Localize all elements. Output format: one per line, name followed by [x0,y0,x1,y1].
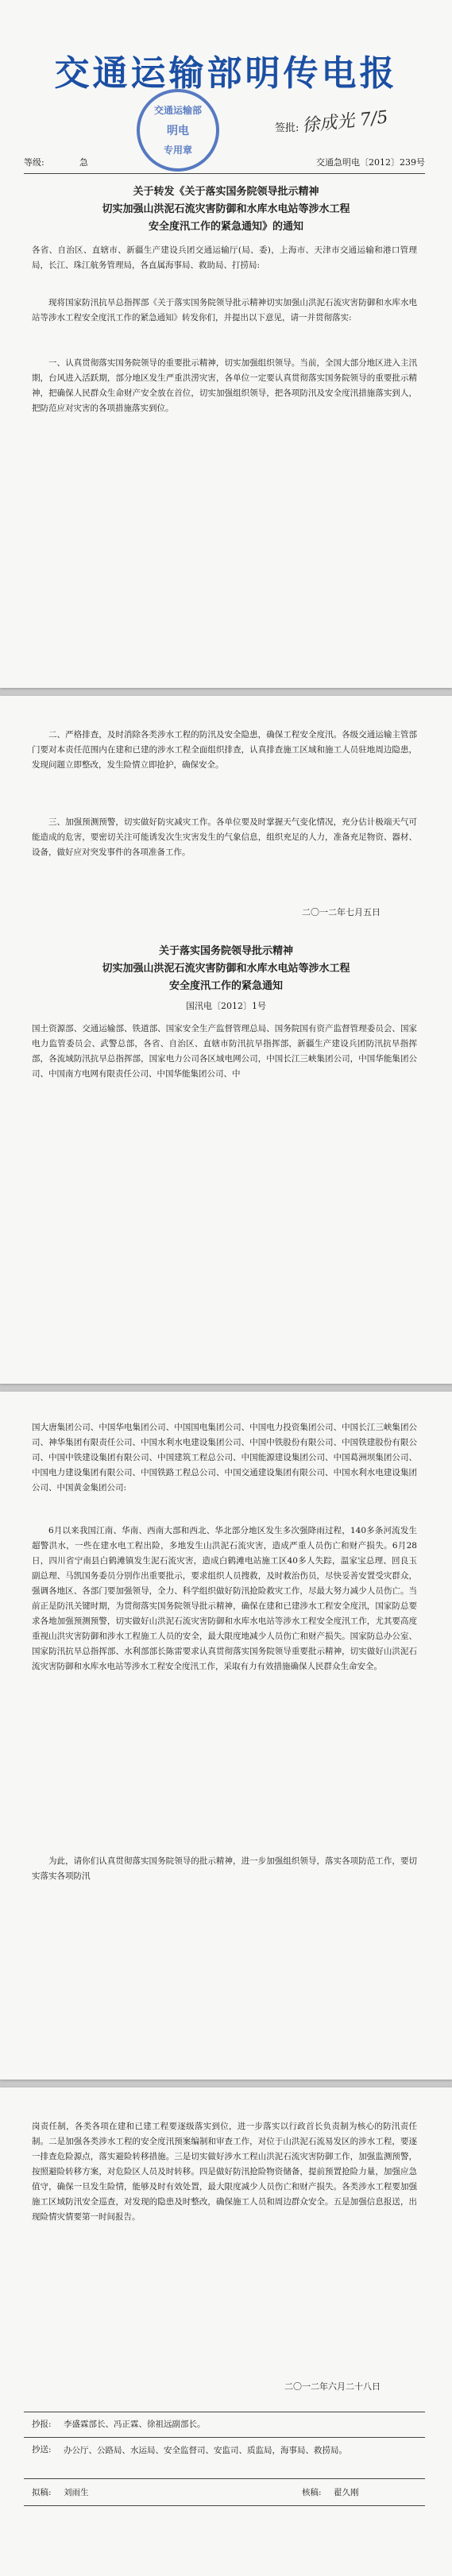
checker-value: 翟久刚 [334,2488,359,2497]
seal-text: 明电 [167,125,189,137]
level-label: 等级: [24,157,44,168]
document-number: 交通急明电〔2012〕239号 [316,157,425,168]
sign-label: 签批: [275,122,299,134]
body-paragraph: 现将国家防汛抗旱总指挥部《关于落实国务院领导批示精神切实加强山洪泥石流灾害防御和水库水电站等涉水工程安全度汛工作的紧急通知》转发你们，并提出以下意见，请一并贯彻落实: [32,298,417,322]
send-label: 抄送: [32,2445,52,2454]
seal-text: 专用章 [163,145,192,156]
notice-title-line: 关于落实国务院领导批示精神 [158,945,293,957]
handwritten-signature: 徐成光 7/5 [301,107,389,137]
doc-title-line: 切实加强山洪泥石流灾害防御和水库水电站等涉水工程 [102,203,350,215]
footer-rule [24,2478,425,2479]
notice-title-line: 安全度汛工作的紧急通知 [168,980,283,992]
body-paragraph: 岗责任制，各类各项在建和已建工程要逐级落实到位，进一步落实以行政首长负责制为核心的防汛责任制。二是加强各类涉水工程的安全度汛预案编制和审查工作，对位于山洪泥石流易发区的涉水工程，要逐一排查危险源点，落实避险转移措施。三是切实做好涉水工程山洪泥石流灾害防御工作，加强监测预警，按照避险转移方案，对危险区人员及时转移。四是做好防汛抢险物资储备，提前预置抢险力量，加强应急值守，确保一旦发生险情，能够及时有效处置，最大限度减少人员伤亡和财产损失。各类涉水工程要加强施工区域防汛安全巡查，对发现的隐患及时整改，确保施工人员和周边群众安全。五是加强信息报送，出现险情灾情要第一时间报告。 [32,2122,417,2222]
page-1 [0,0,452,688]
page-3 [0,1392,452,2080]
signature-date: 二〇一二年六月二十八日 [284,2381,381,2392]
body-paragraph: 为此，请你们认真贯彻落实国务院领导的批示精神，进一步加强组织领导，落实各项防范工作，要切实落实各项防汛 [32,1856,417,1881]
body-paragraph: 6月以来我国江南、华南、西南大部和西北、华北部分地区发生多次强降雨过程，140多条河流发生超警洪水，一些在建水电工程出险，多地发生山洪泥石流灾害，造成严重人员伤亡和财产损失。6月28日，四川省宁南县白鹤滩镇发生泥石流灾害，造成白鹤滩电站施工区40多人失踪，温家宝总理、回良玉副总理、马凯国务委员分别作出重要批示，要求组织人员搜救，及时救治伤员，尽快妥善安置受灾群众，强调各地区、各部门要加强领导，全力、科学组织做好防汛抢险救灾工作，尽最大努力减少人员伤亡。当前正是防汛关键时期，为贯彻落实国务院领导批示精神，确保在建和已建涉水工程安全度汛，国家防总要求各地加强预测预警，切实做好山洪泥石流灾害防御和水库水电站等涉水工程安全度汛工作，尤其要高度重视山洪灾害防御和涉水工程施工人员的安全，最大限度地减少人员伤亡和财产损失。国家防总办公室、国家防汛抗旱总指挥部、水利部部长陈雷要求认真贯彻落实国务院领导重要批示精神，切实做好山洪泥石流灾害防御和水库水电站等涉水工程安全度汛工作，采取有力有效措施确保人民群众生命安全。 [32,1526,417,1671]
footer-rule [24,2437,425,2438]
drafter-label: 拟稿: [32,2488,52,2497]
cc-label: 抄报: [32,2420,52,2429]
body-paragraph: 三、加强预测预警，切实做好防灾减灾工作。各单位要及时掌握天气变化情况，充分估计极端天气可能造成的危害，要密切关注可能诱发次生灾害发生的气象信息，组织充足的人力，准备充足物资、器材、设备，做好应对突发事件的各项准备工作。 [32,817,417,857]
footer-rule [24,2505,425,2506]
notice-title-line: 切实加强山洪泥石流灾害防御和水库水电站等涉水工程 [102,963,350,975]
header-rule [24,173,425,174]
notice-number: 国汛电〔2012〕1号 [186,1001,266,1011]
body-paragraph: 国大唐集团公司、中国华电集团公司、中国国电集团公司、中国电力投资集团公司、中国长江三峡集团公司、神华集团有限责任公司、中国水利水电建设集团公司、中国中铁股份有限公司、中国铁建股份有限公司、中国中铁建设集团有限公司、中国建筑工程总公司、中国能源建设集团公司、中国葛洲坝集团公司、中国电力建设集团有限公司、中国铁路工程总公司、中国交通建设集团有限公司、中国水利水电建设集团公司、中国黄金集团公司: [32,1423,417,1493]
level-value: 急 [79,157,88,168]
seal-text: 交通运输部 [153,105,202,116]
recipients: 各省、自治区、直辖市、新疆生产建设兵团交通运输厅(局、委)，上海市、天津市交通运输和港口管理局，长江、珠江航务管理局，各直属海事局、救助局、打捞局: [32,245,417,270]
notice-recipients: 国土资源部、交通运输部、铁道部、国家安全生产监督管理总局、国务院国有资产监督管理委员会、国家电力监管委员会、武警总部，各省、自治区、直辖市防汛抗旱指挥部，新疆生产建设兵团防汛抗旱指挥部，各流域防汛抗旱总指挥部，国家电力公司各区域电网公司，中国长江三峡集团公司，中国华能集团公司、中国南方电网有限责任公司、中国华能集团公司、中 [32,1024,417,1079]
body-paragraph: 二、严格排查，及时消除各类涉水工程的防汛及安全隐患，确保工程安全度汛。各级交通运输主管部门要对本责任范围内在建和已建的涉水工程全面组织排查，认真排查施工区域和施工人员驻地周边隐患，发现问题立即整改，发生险情立即抢护，确保安全。 [32,730,417,770]
body-paragraph: 一、认真贯彻落实国务院领导的重要批示精神，切实加强组织领导。当前，全国大部分地区进入主汛期，台风进入活跃期，部分地区发生严重洪涝灾害，各单位一定要认真贯彻落实国务院领导的重要批示精神，把确保人民群众生命财产安全放在首位，切实加强组织领导，把各项防汛及安全度汛措施落实到人，把防范应对灾害的各项措施落实到位。 [32,358,417,413]
official-seal [137,89,219,172]
checker-label: 核稿: [302,2488,322,2497]
send-value: 办公厅、公路局、水运局、安全监督司、安监司、质监局，海事局、救捞局。 [64,2446,347,2455]
doc-title-line: 安全度汛工作的紧急通知》的通知 [148,221,303,233]
doc-title-line: 关于转发《关于落实国务院领导批示精神 [133,186,319,198]
page-2 [0,696,452,1384]
signature-date: 二〇一二年七月五日 [302,907,381,917]
page-4 [0,2087,452,2576]
cc-value: 李盛霖部长、冯正霖、徐祖远副部长。 [64,2420,206,2429]
telegram-masthead: 交通运输部明传电报 [54,53,398,94]
drafter-value: 刘雨生 [64,2488,89,2497]
